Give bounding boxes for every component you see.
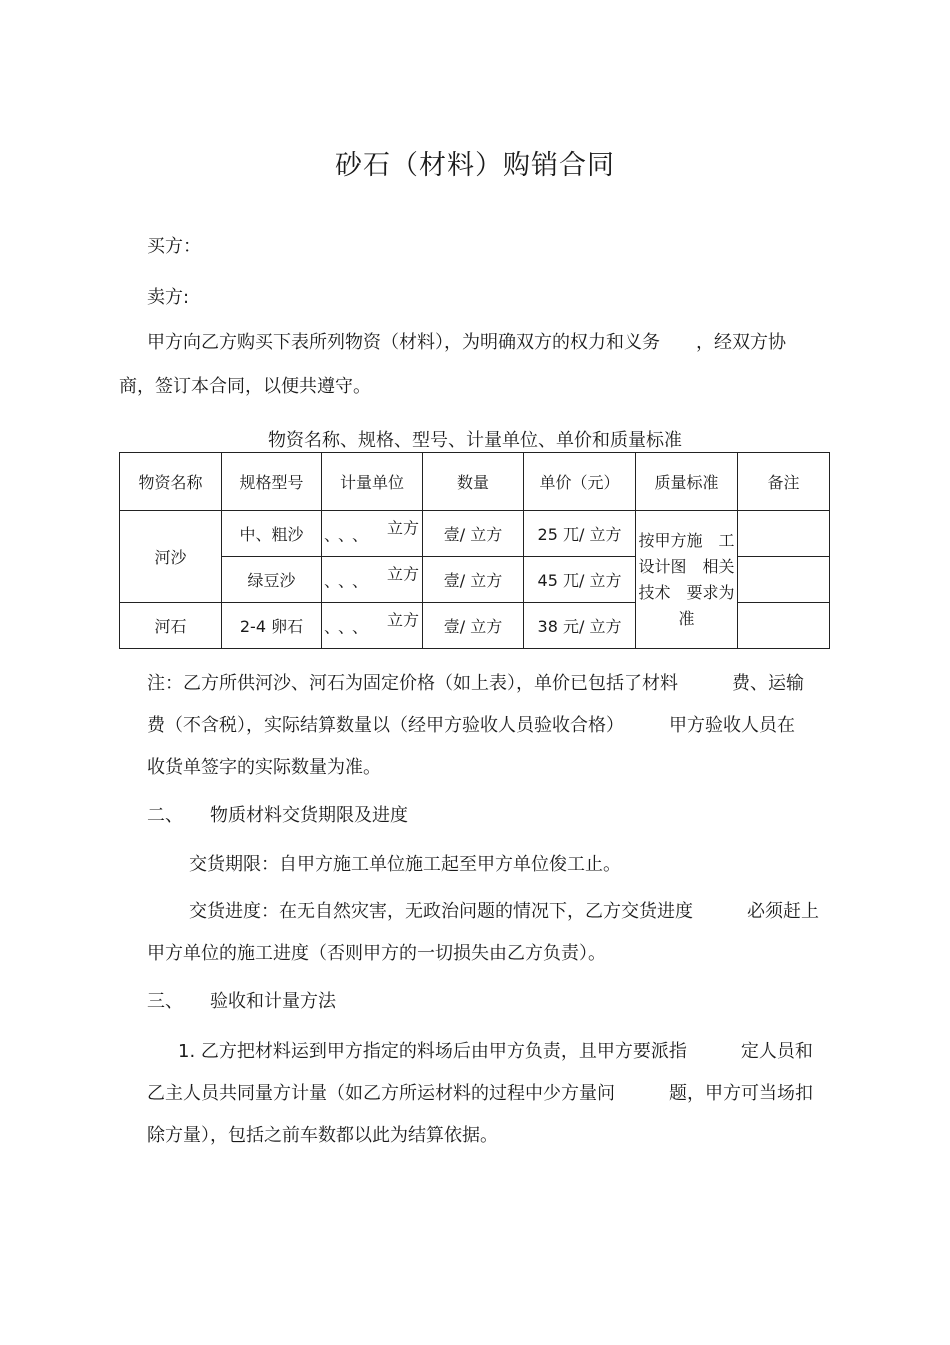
- delivery-period: 交货期限：自甲方施工单位施工起至甲方单位俊工止。: [189, 854, 621, 875]
- quality-line: 按甲方施 工: [638, 530, 735, 550]
- header-price: 单价（元）: [524, 453, 636, 511]
- materials-table: [119, 452, 830, 649]
- quality-line: 技术 要求为: [638, 582, 735, 602]
- cell-name: 河石: [120, 603, 222, 649]
- intro-line-2: 商，签订本合同，以便共遵守。: [119, 376, 371, 397]
- cell-qty: 壹/ 立方: [423, 511, 524, 557]
- cell-spec: 2-4 卵石: [222, 603, 322, 649]
- seller-label: 卖方:: [147, 287, 190, 308]
- cell-spec: 绿豆沙: [222, 557, 322, 603]
- header-qty: 数量: [423, 453, 524, 511]
- document-title: 砂石（材料）购销合同: [335, 150, 615, 181]
- cell-unit: [322, 603, 423, 649]
- item-1-line-1: 1. 乙方把材料运到甲方指定的料场后由甲方负责，且甲方要派指 定人员和: [178, 1041, 813, 1062]
- cell-quality: [636, 511, 738, 649]
- note-line-2: 费（不含税），实际结算数量以（经甲方验收人员验收合格） 甲方验收人员在: [147, 715, 795, 736]
- section-2-heading: 二、 物质材料交货期限及进度: [147, 805, 408, 826]
- delivery-progress-line-1: 交货进度：在无自然灾害，无政治问题的情况下，乙方交货进度 必须赶上: [189, 901, 819, 922]
- table-caption: 物资名称、规格、型号、计量单位、单价和质量标准: [268, 430, 682, 451]
- cell-price: 25 兀/ 立方: [524, 511, 636, 557]
- header-spec: 规格型号: [222, 453, 322, 511]
- unit-dots: 、、、: [324, 617, 375, 636]
- unit-label: 立方: [386, 610, 419, 630]
- delivery-progress-line-2: 甲方单位的施工进度（否则甲方的一切损失由乙方负责）。: [147, 943, 606, 964]
- cell-unit: [322, 557, 423, 603]
- cell-remark: [738, 511, 830, 557]
- cell-spec: 中、粗沙: [222, 511, 322, 557]
- item-1-line-3: 除方量），包括之前车数都以此为结算依据。: [147, 1125, 498, 1146]
- intro-line-1: 甲方向乙方购买下表所列物资（材料），为明确双方的权力和义务 ，经双方协: [147, 332, 786, 353]
- section-3-heading: 三、 验收和计量方法: [147, 991, 336, 1012]
- quality-line: 设计图 相关: [638, 556, 735, 576]
- unit-label: 立方: [386, 518, 419, 538]
- cell-qty: 壹/ 立方: [423, 603, 524, 649]
- note-line-3: 收货单签字的实际数量为准。: [147, 757, 381, 778]
- cell-qty: 壹/ 立方: [423, 557, 524, 603]
- buyer-label: 买方：: [147, 236, 201, 257]
- cell-name: 河沙: [120, 511, 222, 603]
- cell-remark: [738, 557, 830, 603]
- item-1-line-2: 乙主人员共同量方计量（如乙方所运材料的过程中少方量问 题，甲方可当场扣: [147, 1083, 813, 1104]
- cell-remark: [738, 603, 830, 649]
- unit-label: 立方: [386, 564, 419, 584]
- cell-unit: [322, 511, 423, 557]
- unit-dots: 、、、: [324, 571, 375, 590]
- note-line-1: 注：乙方所供河沙、河石为固定价格（如上表），单价已包括了材料 费、运输: [147, 673, 804, 694]
- header-remark: 备注: [738, 453, 830, 511]
- header-name: 物资名称: [120, 453, 222, 511]
- quality-line: 准: [678, 608, 695, 628]
- table-row: [120, 511, 830, 557]
- table-header-row: [120, 453, 830, 511]
- cell-price: 45 兀/ 立方: [524, 557, 636, 603]
- cell-price: 38 元/ 立方: [524, 603, 636, 649]
- unit-dots: 、、、: [324, 525, 375, 544]
- header-unit: 计量单位: [322, 453, 423, 511]
- header-quality: 质量标准: [636, 453, 738, 511]
